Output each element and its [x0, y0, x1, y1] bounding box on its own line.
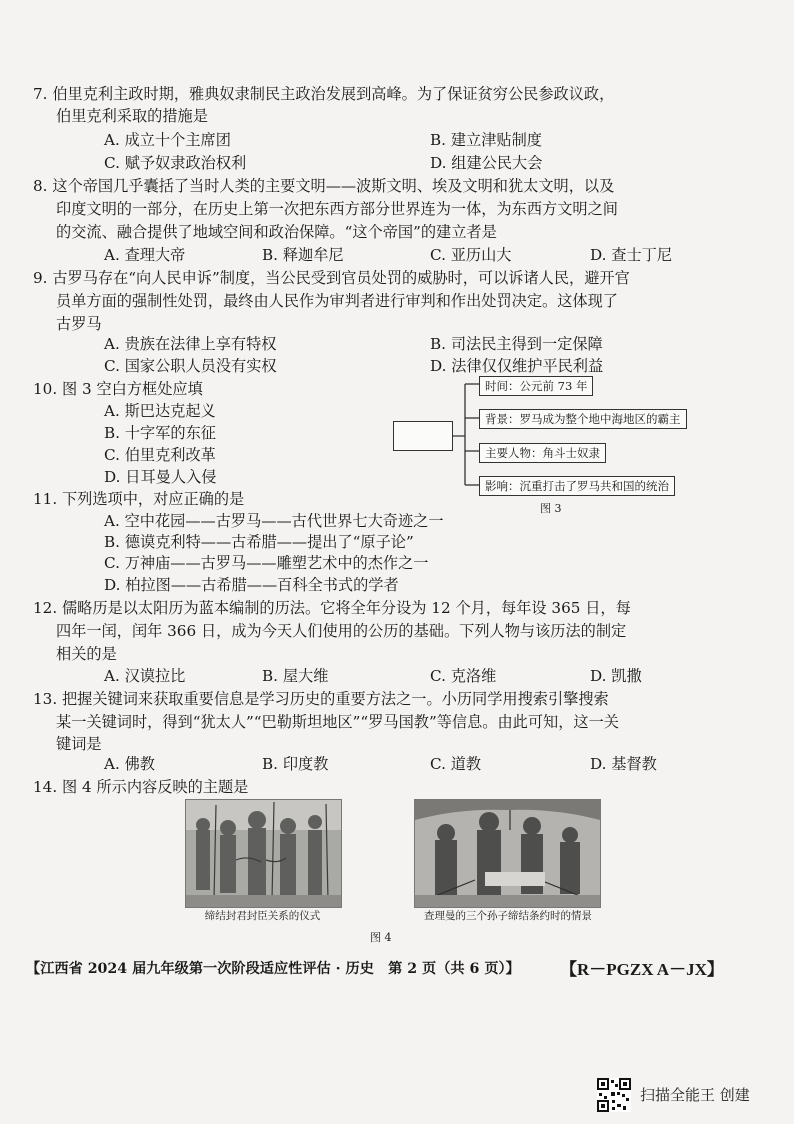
q7-option-c[interactable]: C. 赋予奴隶政治权利	[104, 154, 247, 172]
q8-stem-line3: 的交流、融合提供了地域空间和政治保障。“这个帝国”的建立者是	[56, 223, 497, 241]
q13-stem-line3: 键词是	[56, 735, 102, 753]
figure-3-people: 主要人物：角斗士奴隶	[479, 443, 606, 463]
figure-4-caption-right: 查理曼的三个孙子缔结条约时的情景	[424, 910, 592, 922]
qr-code-icon	[597, 1078, 631, 1112]
q7-stem-line2: 伯里克利采取的措施是	[56, 107, 208, 125]
q9-option-b[interactable]: B. 司法民主得到一定保障	[430, 335, 603, 353]
figure-4-label: 图 4	[370, 931, 392, 944]
blank-answer-box	[393, 421, 453, 451]
q11-option-d[interactable]: D. 柏拉图——古希腊——百科全书式的学者	[104, 576, 399, 594]
q8-option-c[interactable]: C. 亚历山大	[430, 246, 512, 264]
figure-4-caption-left: 缔结封君封臣关系的仪式	[204, 910, 321, 922]
q9-stem-line3: 古罗马	[56, 315, 102, 333]
figure-3-impact: 影响：沉重打击了罗马共和国的统治	[479, 476, 675, 496]
q9-stem-line2: 员单方面的强制性处罚，最终由人民作为审判者进行审判和作出处罚决定。这体现了	[56, 292, 618, 310]
q8-option-b[interactable]: B. 释迦牟尼	[262, 246, 344, 264]
fealty-ceremony-image	[185, 799, 342, 908]
q7-option-b[interactable]: B. 建立津贴制度	[430, 131, 542, 149]
q14-stem: 14. 图 4 所示内容反映的主题是	[33, 778, 249, 796]
q12-option-b[interactable]: B. 屋大维	[262, 667, 329, 685]
q13-option-d[interactable]: D. 基督教	[590, 755, 657, 773]
q8-stem-line1: 8. 这个帝国几乎囊括了当时人类的主要文明——波斯文明、埃及文明和犹太文明，以及	[33, 177, 615, 195]
q13-stem-line1: 13. 把握关键词来获取重要信息是学习历史的重要方法之一。小历同学用搜索引擎搜索	[33, 690, 609, 708]
q12-stem-line2: 四年一闰，闰年 366 日，成为今天人们使用的公历的基础。下列人物与该历法的制定	[56, 622, 627, 640]
q12-option-a[interactable]: A. 汉谟拉比	[104, 667, 186, 685]
q9-stem-line1: 9. 古罗马存在“向人民申诉”制度，当公民受到官员处罚的威胁时，可以诉诸人民，避开官	[33, 269, 630, 287]
paper-code: 【R－PGZX A－JX】	[560, 960, 724, 979]
q11-option-c[interactable]: C. 万神庙——古罗马——雕塑艺术中的杰作之一	[104, 554, 429, 572]
q8-stem-line2: 印度文明的一部分，在历史上第一次把东西方部分世界连为一体，为东西方文明之间	[56, 200, 618, 218]
q8-option-d[interactable]: D. 查士丁尼	[590, 246, 673, 264]
scanner-watermark: 扫描全能王 创建	[640, 1086, 750, 1104]
q11-option-b[interactable]: B. 德谟克利特——古希腊——提出了“原子论”	[104, 533, 414, 551]
figure-3-time: 时间：公元前 73 年	[479, 376, 593, 396]
q11-option-a[interactable]: A. 空中花园——古罗马——古代世界七大奇迹之一	[104, 512, 444, 530]
q13-option-a[interactable]: A. 佛教	[104, 755, 155, 773]
q10-stem: 10. 图 3 空白方框处应填	[33, 380, 203, 398]
q13-option-b[interactable]: B. 印度教	[262, 755, 329, 773]
q10-option-b[interactable]: B. 十字军的东征	[104, 424, 216, 442]
q11-stem: 11. 下列选项中，对应正确的是	[33, 490, 245, 508]
q12-stem-line3: 相关的是	[56, 645, 117, 663]
q12-option-c[interactable]: C. 克洛维	[430, 667, 497, 685]
q13-stem-line2: 某一关键词时，得到“犹太人”“巴勒斯坦地区”“罗马国教”等信息。由此可知，这一关	[56, 713, 619, 731]
q7-option-a[interactable]: A. 成立十个主席团	[104, 131, 231, 149]
treaty-of-verdun-image	[414, 799, 601, 908]
q9-option-d[interactable]: D. 法律仅仅维护平民利益	[430, 357, 604, 375]
q12-option-d[interactable]: D. 凯撒	[590, 667, 642, 685]
q7-stem-line1: 7. 伯里克利主政时期，雅典奴隶制民主政治发展到高峰。为了保证贫穷公民参政议政，	[33, 85, 615, 103]
q13-option-c[interactable]: C. 道教	[430, 755, 482, 773]
q9-option-c[interactable]: C. 国家公职人员没有实权	[104, 357, 277, 375]
q8-option-a[interactable]: A. 查理大帝	[104, 246, 186, 264]
q10-option-c[interactable]: C. 伯里克利改革	[104, 446, 216, 464]
figure-3-caption: 图 3	[540, 502, 562, 515]
figure-3-background: 背景：罗马成为整个地中海地区的霸主	[479, 409, 687, 429]
q12-stem-line1: 12. 儒略历是以太阳历为蓝本编制的历法。它将全年分设为 12 个月，每年设 365 日，每	[33, 599, 631, 617]
q10-option-d[interactable]: D. 日耳曼人入侵	[104, 468, 217, 486]
q9-option-a[interactable]: A. 贵族在法律上享有特权	[104, 335, 277, 353]
q10-option-a[interactable]: A. 斯巴达克起义	[104, 402, 216, 420]
page-footer: 【江西省 2024 届九年级第一次阶段适应性评估 · 历史 第 2 页（共 6 页）】	[26, 961, 520, 977]
q7-option-d[interactable]: D. 组建公民大会	[430, 154, 543, 172]
